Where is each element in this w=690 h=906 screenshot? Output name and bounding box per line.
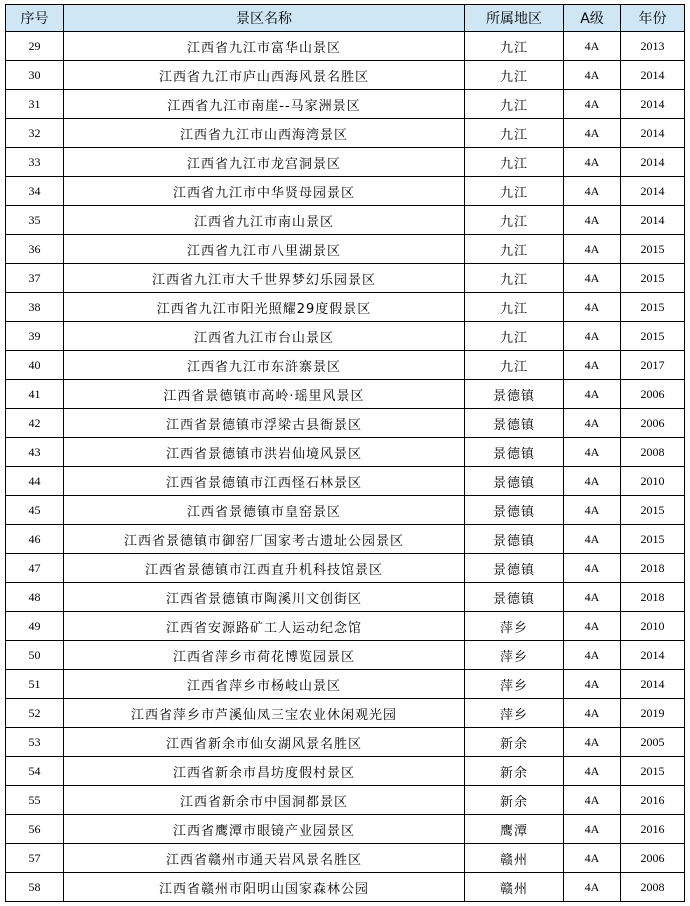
cell-year: 2014 (621, 90, 685, 119)
cell-year: 2014 (621, 177, 685, 206)
cell-year: 2015 (621, 322, 685, 351)
cell-region: 萍乡 (465, 699, 564, 728)
table-row (6, 438, 685, 467)
cell-scenic-name: 江西省九江市龙宫洞景区 (64, 148, 465, 177)
cell-year: 2006 (621, 380, 685, 409)
cell-level: 4A (564, 32, 621, 61)
cell-level: 4A (564, 322, 621, 351)
cell-region: 景德镇 (465, 467, 564, 496)
cell-region: 景德镇 (465, 380, 564, 409)
cell-no: 58 (6, 873, 64, 902)
cell-scenic-name: 江西省景德镇市洪岩仙境风景区 (64, 438, 465, 467)
table-row (6, 844, 685, 873)
cell-region: 九江 (465, 322, 564, 351)
cell-year: 2013 (621, 32, 685, 61)
header-name: 景区名称 (64, 5, 465, 32)
cell-region: 景德镇 (465, 496, 564, 525)
cell-no: 34 (6, 177, 64, 206)
cell-scenic-name: 江西省九江市南崖--马家洲景区 (64, 90, 465, 119)
header-level: A级 (564, 5, 621, 32)
table-row (6, 148, 685, 177)
cell-no: 29 (6, 32, 64, 61)
cell-level: 4A (564, 409, 621, 438)
cell-scenic-name: 江西省九江市八里湖景区 (64, 235, 465, 264)
cell-no: 37 (6, 264, 64, 293)
cell-no: 41 (6, 380, 64, 409)
table-row (6, 641, 685, 670)
cell-level: 4A (564, 496, 621, 525)
cell-level: 4A (564, 525, 621, 554)
cell-level: 4A (564, 815, 621, 844)
cell-level: 4A (564, 699, 621, 728)
cell-scenic-name: 江西省萍乡市芦溪仙凤三宝农业休闲观光园 (64, 699, 465, 728)
cell-no: 43 (6, 438, 64, 467)
cell-region: 九江 (465, 32, 564, 61)
cell-region: 九江 (465, 293, 564, 322)
cell-scenic-name: 江西省景德镇市江西直升机科技馆景区 (64, 554, 465, 583)
cell-year: 2014 (621, 119, 685, 148)
cell-scenic-name: 江西省新余市昌坊度假村景区 (64, 757, 465, 786)
table-row (6, 177, 685, 206)
cell-level: 4A (564, 90, 621, 119)
cell-no: 51 (6, 670, 64, 699)
cell-no: 36 (6, 235, 64, 264)
cell-scenic-name: 江西省萍乡市杨岐山景区 (64, 670, 465, 699)
cell-level: 4A (564, 148, 621, 177)
cell-no: 44 (6, 467, 64, 496)
table-row (6, 612, 685, 641)
cell-year: 2019 (621, 699, 685, 728)
cell-scenic-name: 江西省九江市中华贤母园景区 (64, 177, 465, 206)
cell-scenic-name: 江西省九江市台山景区 (64, 322, 465, 351)
cell-region: 萍乡 (465, 641, 564, 670)
scenic-area-table-container (5, 4, 685, 902)
table-row (6, 119, 685, 148)
cell-level: 4A (564, 206, 621, 235)
cell-scenic-name: 江西省九江市大千世界梦幻乐园景区 (64, 264, 465, 293)
cell-scenic-name: 江西省九江市东浒寨景区 (64, 351, 465, 380)
scenic-area-table (5, 4, 685, 902)
cell-level: 4A (564, 641, 621, 670)
table-body (6, 32, 685, 902)
cell-level: 4A (564, 670, 621, 699)
cell-year: 2015 (621, 757, 685, 786)
cell-year: 2014 (621, 206, 685, 235)
cell-region: 赣州 (465, 844, 564, 873)
table-row (6, 496, 685, 525)
cell-level: 4A (564, 844, 621, 873)
cell-level: 4A (564, 351, 621, 380)
cell-region: 新余 (465, 728, 564, 757)
cell-region: 九江 (465, 264, 564, 293)
cell-level: 4A (564, 438, 621, 467)
cell-region: 九江 (465, 177, 564, 206)
cell-scenic-name: 江西省九江市南山景区 (64, 206, 465, 235)
cell-year: 2008 (621, 873, 685, 902)
header-row (6, 5, 685, 32)
cell-level: 4A (564, 177, 621, 206)
cell-year: 2010 (621, 467, 685, 496)
cell-region: 景德镇 (465, 438, 564, 467)
cell-no: 49 (6, 612, 64, 641)
table-row (6, 525, 685, 554)
cell-level: 4A (564, 380, 621, 409)
cell-no: 30 (6, 61, 64, 90)
cell-year: 2006 (621, 844, 685, 873)
cell-scenic-name: 江西省景德镇市高岭·瑶里风景区 (64, 380, 465, 409)
cell-no: 46 (6, 525, 64, 554)
cell-year: 2016 (621, 815, 685, 844)
table-row (6, 728, 685, 757)
cell-year: 2014 (621, 670, 685, 699)
table-row (6, 322, 685, 351)
cell-level: 4A (564, 583, 621, 612)
cell-no: 45 (6, 496, 64, 525)
cell-no: 47 (6, 554, 64, 583)
cell-level: 4A (564, 873, 621, 902)
cell-year: 2015 (621, 293, 685, 322)
cell-level: 4A (564, 786, 621, 815)
table-row (6, 61, 685, 90)
table-row (6, 264, 685, 293)
cell-no: 50 (6, 641, 64, 670)
table-row (6, 293, 685, 322)
cell-year: 2008 (621, 438, 685, 467)
table-row (6, 409, 685, 438)
cell-no: 54 (6, 757, 64, 786)
cell-scenic-name: 江西省景德镇市陶溪川文创街区 (64, 583, 465, 612)
cell-level: 4A (564, 119, 621, 148)
table-row (6, 467, 685, 496)
cell-level: 4A (564, 235, 621, 264)
cell-region: 九江 (465, 61, 564, 90)
cell-region: 新余 (465, 786, 564, 815)
cell-region: 九江 (465, 148, 564, 177)
header-region: 所属地区 (465, 5, 564, 32)
cell-year: 2006 (621, 409, 685, 438)
cell-no: 32 (6, 119, 64, 148)
cell-level: 4A (564, 293, 621, 322)
cell-year: 2016 (621, 786, 685, 815)
cell-region: 景德镇 (465, 554, 564, 583)
table-row (6, 815, 685, 844)
cell-level: 4A (564, 612, 621, 641)
cell-no: 48 (6, 583, 64, 612)
table-row (6, 206, 685, 235)
cell-region: 九江 (465, 119, 564, 148)
table-row (6, 873, 685, 902)
table-header (6, 5, 685, 32)
cell-scenic-name: 江西省景德镇市皇窑景区 (64, 496, 465, 525)
header-year: 年份 (621, 5, 685, 32)
cell-scenic-name: 江西省景德镇市浮梁古县衙景区 (64, 409, 465, 438)
cell-no: 38 (6, 293, 64, 322)
table-row (6, 351, 685, 380)
cell-year: 2015 (621, 235, 685, 264)
cell-scenic-name: 江西省九江市山西海湾景区 (64, 119, 465, 148)
cell-no: 33 (6, 148, 64, 177)
cell-scenic-name: 江西省九江市阳光照耀29度假景区 (64, 293, 465, 322)
cell-scenic-name: 江西省赣州市通天岩风景名胜区 (64, 844, 465, 873)
cell-year: 2005 (621, 728, 685, 757)
header-no: 序号 (6, 5, 64, 32)
cell-year: 2014 (621, 641, 685, 670)
cell-year: 2015 (621, 264, 685, 293)
cell-no: 55 (6, 786, 64, 815)
cell-year: 2014 (621, 61, 685, 90)
table-row (6, 699, 685, 728)
cell-no: 35 (6, 206, 64, 235)
cell-year: 2010 (621, 612, 685, 641)
cell-level: 4A (564, 264, 621, 293)
cell-level: 4A (564, 467, 621, 496)
table-row (6, 670, 685, 699)
cell-region: 景德镇 (465, 583, 564, 612)
cell-region: 九江 (465, 235, 564, 264)
cell-scenic-name: 江西省新余市仙女湖风景名胜区 (64, 728, 465, 757)
cell-no: 56 (6, 815, 64, 844)
table-row (6, 583, 685, 612)
cell-no: 31 (6, 90, 64, 119)
cell-scenic-name: 江西省九江市庐山西海风景名胜区 (64, 61, 465, 90)
cell-scenic-name: 江西省九江市富华山景区 (64, 32, 465, 61)
cell-region: 九江 (465, 206, 564, 235)
table-row (6, 554, 685, 583)
cell-no: 40 (6, 351, 64, 380)
cell-no: 57 (6, 844, 64, 873)
cell-region: 新余 (465, 757, 564, 786)
table-row (6, 757, 685, 786)
cell-no: 39 (6, 322, 64, 351)
cell-scenic-name: 江西省景德镇市御窑厂国家考古遗址公园景区 (64, 525, 465, 554)
cell-level: 4A (564, 61, 621, 90)
cell-scenic-name: 江西省安源路矿工人运动纪念馆 (64, 612, 465, 641)
cell-scenic-name: 江西省萍乡市荷花博览园景区 (64, 641, 465, 670)
cell-year: 2015 (621, 496, 685, 525)
cell-no: 53 (6, 728, 64, 757)
table-row (6, 235, 685, 264)
cell-year: 2015 (621, 525, 685, 554)
cell-no: 42 (6, 409, 64, 438)
cell-level: 4A (564, 757, 621, 786)
cell-scenic-name: 江西省新余市中国洞都景区 (64, 786, 465, 815)
cell-level: 4A (564, 554, 621, 583)
cell-region: 景德镇 (465, 409, 564, 438)
cell-region: 萍乡 (465, 670, 564, 699)
cell-no: 52 (6, 699, 64, 728)
cell-scenic-name: 江西省赣州市阳明山国家森林公园 (64, 873, 465, 902)
cell-year: 2014 (621, 148, 685, 177)
table-row (6, 380, 685, 409)
cell-region: 鹰潭 (465, 815, 564, 844)
table-row (6, 32, 685, 61)
cell-scenic-name: 江西省景德镇市江西怪石林景区 (64, 467, 465, 496)
cell-year: 2017 (621, 351, 685, 380)
cell-region: 九江 (465, 351, 564, 380)
cell-region: 九江 (465, 90, 564, 119)
cell-level: 4A (564, 728, 621, 757)
table-row (6, 786, 685, 815)
cell-year: 2018 (621, 554, 685, 583)
cell-year: 2018 (621, 583, 685, 612)
cell-region: 景德镇 (465, 525, 564, 554)
cell-region: 赣州 (465, 873, 564, 902)
table-row (6, 90, 685, 119)
cell-scenic-name: 江西省鹰潭市眼镜产业园景区 (64, 815, 465, 844)
cell-region: 萍乡 (465, 612, 564, 641)
